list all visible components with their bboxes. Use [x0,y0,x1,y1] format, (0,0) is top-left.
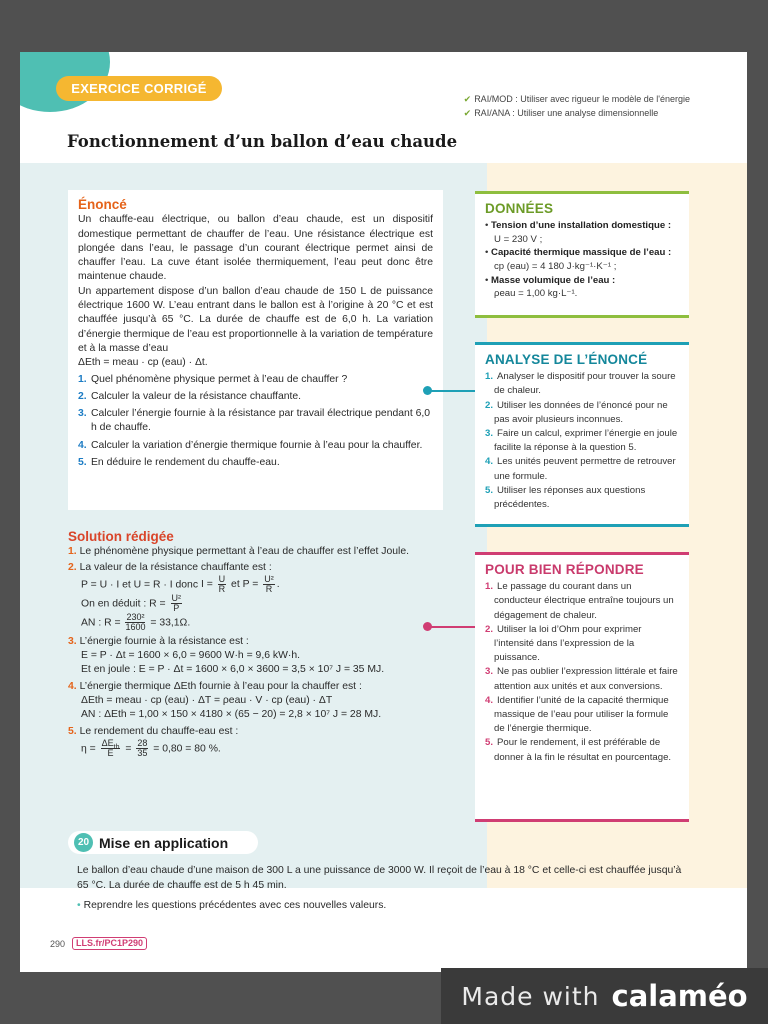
solution-step: 4. L’énergie thermique ΔEth fournie à l’eau pour la chauffer est : [68,681,362,692]
question-item: 3. Calculer l’énergie fournie à la résistance par travail électrique pendant 6,0 h de chauffe. [78,408,431,434]
connector-line [428,390,476,392]
question-item: 5. En déduire le rendement du chauffe-eau. [78,457,280,469]
donnees-value: cp (eau) = 4 180 J·kg⁻¹·K⁻¹ ; [494,260,617,272]
analyse-item: 3. Faire un calcul, exprimer l’énergie en joule facilite la réponse à la question 5. [485,428,678,454]
solution-step: 2. La valeur de la résistance chauffante est : [68,562,272,573]
exercise-badge: EXERCICE CORRIGÉ [56,76,222,101]
made-with-text: Made with [461,981,600,1011]
connector-dot [423,622,432,631]
formula-I: I = $\frac{U}{R}$ et P = $\frac{\text{U²}}{R}$ . [200,574,280,594]
mise-label: Mise en application [99,834,229,851]
enonce-paragraph: Un appartement dispose d’un ballon d’eau chaude de 150 L de puissance électrique 1600 W. L’eau entrant dans le ballon est à l’origine à 20 °C et est chauffée jusqu’à 65 °C. La durée de chauffe est de 6,0 h. La variation d’énergie thermique de l’eau est proportionnelle à la variation de température et à la masse d’eau [78,285,433,354]
solution-line: On en déduit : R = $\frac{\text{U²}}{P}$ [81,593,182,613]
solution-step: 5. Le rendement du chauffe-eau est : [68,726,239,737]
solution-section [68,530,448,758]
donnees-item: • Capacité thermique massique de l’eau : [485,247,672,259]
pour-title: POUR BIEN RÉPONDRE [485,562,644,577]
skills-list [464,92,690,120]
check-icon: ✔ [463,94,472,104]
analyse-item: 2. Utiliser les données de l’énoncé pour ne pas avoir plusieurs inconnues. [485,399,668,425]
pour-item: 2. Utiliser la loi d’Ohm pour exprimer l’intensité dans l’expression de la puissance. [485,623,642,664]
pour-item: 1. Le passage du courant dans un conducteur électrique entraîne toujours un dégagement de chaleur. [485,581,674,621]
donnees-value: ρeau = 1,00 kg·L⁻¹. [494,288,578,300]
enonce-box [68,190,443,510]
pour-bien-repondre-box [475,552,689,822]
enonce-title: Énoncé [78,197,127,212]
connector-line [428,626,476,628]
connector-dot [423,386,432,395]
analyse-item: 4. Les unités peuvent permettre de retrouver une formule. [485,456,676,482]
mise-text: Le ballon d’eau chaude d’une maison de 300 L a une puissance de 3000 W. Il reçoit de l’eau à 18 °C et celle-ci est chauffée jusqu’à 65 °C. La durée de chauffe est de 5 h 45 min. [77,865,682,891]
pour-item: 3. Ne pas oublier l’expression littérale et faire attention aux unités et aux conversions. [485,666,678,692]
solution-line: AN : R = $\frac{\text{230²}}{1600}$ = 33,1Ω. [81,612,191,632]
analyse-title: ANALYSE DE L’ÉNONCÉ [485,352,648,367]
enonce-formula: ΔEth = meau · cp (eau) · Δt. [78,357,208,369]
solution-line: η = $\frac{\Delta E_{th}}{E}$ = $\frac{28}{35}$ = 0,80 = 80 %. [81,738,221,758]
pour-item: 5. Pour le rendement, il est préférable de donner à la fin le résultat en pourcentage. [485,737,672,763]
solution-line: P = U · I et U = R · I donc I = $\frac{U}{R}$ et P = $\frac{\text{U²}}{R}$ . [81,574,280,594]
donnees-box [475,191,689,318]
question-item: 4. Calculer la variation d’énergie thermique fournie à l’eau pour la chauffer. [78,439,423,451]
pour-item: 4. Identifier l’unité de la capacité thermique massique de l’eau pour utiliser la formule de l’énergie thermique. [485,694,669,735]
analyse-item: 5. Utiliser les réponses aux questions précédentes. [485,484,646,511]
mise-en-application-header [68,831,258,854]
donnees-item: • Tension d’une installation domestique : [485,220,672,232]
skill-item: ✔ RAI/MOD : Utiliser avec rigueur le modèle de l'énergie [463,94,690,104]
analyse-list [485,370,681,512]
question-list [78,373,433,471]
analyse-box [475,342,689,527]
solution-step: 3. L’énergie fournie à la résistance est : [68,636,249,647]
solution-line: Et en joule : E = P · Δt = 1600 × 6,0 × 3600 = 3,5 × 10⁷ J = 35 MJ. [81,664,385,675]
document-page [20,52,747,972]
pour-list [485,580,681,765]
skill-item: ✔ RAI/ANA : Utiliser une analyse dimensionnelle [463,108,659,118]
solution-line: E = P · Δt = 1600 × 6,0 = 9600 W·h = 9,6 kW·h. [81,650,301,661]
mise-bullet: • Reprendre les questions précédentes avec ces nouvelles valeurs. [77,900,387,911]
question-item: 1. Quel phénomène physique permet à l’eau de chauffer ? [78,373,348,385]
donnees-value: U = 230 V ; [494,233,543,245]
analyse-item: 1. Analyser le dispositif pour trouver la soure de chaleur. [485,371,676,397]
calameo-logo: calaméo [611,979,748,1013]
page-number: 290 [50,938,66,949]
question-item: 2. Calculer la valeur de la résistance chauffante. [78,390,302,402]
solution-line: ΔEth = meau · cp (eau) · ΔT = ρeau · V · cp (eau) · ΔT [81,695,333,706]
enonce-paragraph: Un chauffe-eau électrique, ou ballon d’eau chaude, est un dispositif domestique permettant de chauffer de l’eau. Une résistance électrique est plongée dans l’eau, le passage d’un courant électrique permet ainsi de chauffer l’eau. La cuve étant isolée thermiquement, l’eau peut donc être maintenue chaude. [78,214,433,283]
donnees-title: DONNÉES [485,201,554,216]
calameo-watermark[interactable] [441,968,768,1024]
page-footer [50,937,147,950]
solution-line: AN : ΔEth = 1,00 × 150 × 4180 × (65 − 20) = 2,8 × 10⁷ J = 28 MJ. [81,709,382,720]
check-icon: ✔ [463,108,472,118]
exercise-number: 20 [74,833,93,852]
arrow-icon: • [77,900,81,911]
solution-step: 1. Le phénomène physique permettant à l’eau de chauffer est l’effet Joule. [68,546,410,557]
page-title: Fonctionnement d’un ballon d’eau chaude [67,132,458,151]
solution-title: Solution rédigée [68,529,174,544]
book-link[interactable]: LLS.fr/PC1P290 [72,937,147,950]
donnees-item: • Masse volumique de l’eau : [485,274,616,286]
